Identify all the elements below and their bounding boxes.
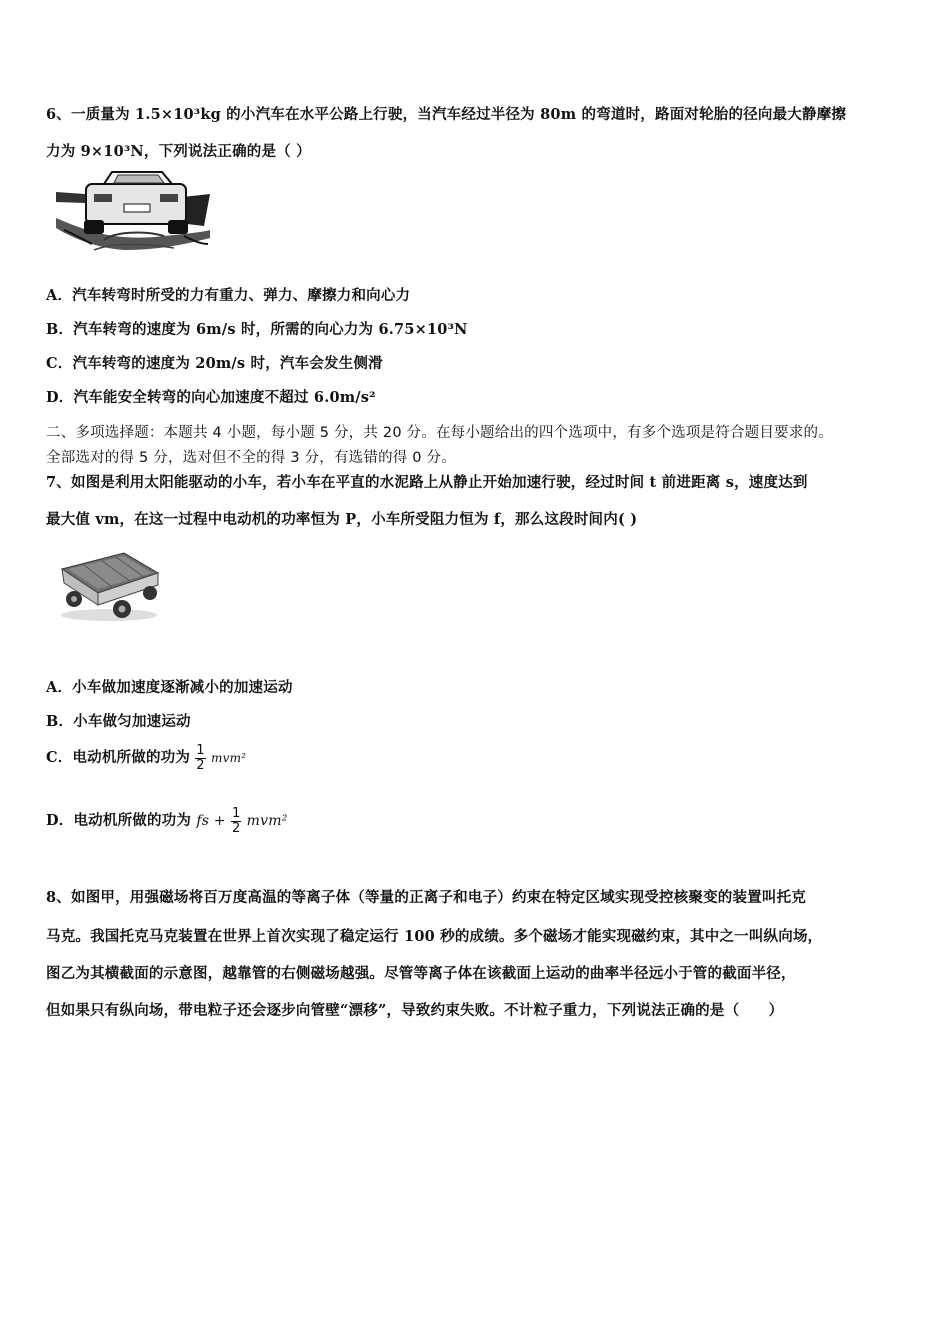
q6-stem-line-1: 6、一质量为 1.5×10³kg 的小汽车在水平公路上行驶，当汽车经过半径为 80m 的弯道时，路面对轮胎的径向最大静摩擦 [46,106,847,123]
q8-stem-line-1: 8、如图甲，用强磁场将百万度高温的等离子体（等量的正离子和电子）约束在特定区域实现受控核聚变的装置叫托克 [46,889,806,906]
q7-option-d-numerator: 1 [231,806,241,821]
q7-stem-line-1: 7、如图是利用太阳能驱动的小车，若小车在平直的水泥路上从静止开始加速行驶，经过时间 t 前进距离 s，速度达到 [46,474,808,491]
section-2-instructions-line-2: 全部选对的得 5 分，选对但不全的得 3 分，有选错的得 0 分。 [46,450,456,466]
q7-option-c-fraction [195,744,205,772]
q7-option-c-numerator: 1 [196,743,205,758]
q7-option-d-fraction [231,807,241,835]
q6-option-a: A．汽车转弯时所受的力有重力、弹力、摩擦力和向心力 [46,287,411,304]
car-turning-illustration [54,170,214,260]
q7-stem-line-2: 最大值 vm，在这一过程中电动机的功率恒为 P，小车所受阻力恒为 f，那么这段时间内( ) [46,511,638,528]
q6-option-c: C．汽车转弯的速度为 20m/s 时，汽车会发生侧滑 [46,355,383,372]
section-2-instructions-line-1: 二、多项选择题：本题共 4 小题，每小题 5 分，共 20 分。在每小题给出的四个选项中，有多个选项是符合题目要求的。 [46,425,833,441]
q7-option-d-text: D．电动机所做的功为 [46,812,192,830]
q6-stem-line-2: 力为 9×10³N，下列说法正确的是（ ） [46,143,311,160]
q7-option-d [46,807,288,835]
q7-option-d-expression: mvm² [246,813,288,830]
q7-option-a: A．小车做加速度逐渐减小的加速运动 [46,679,293,696]
q7-option-c-expression: mvm² [211,751,247,766]
q8-stem-line-2: 马克。我国托克马克装置在世界上首次实现了稳定运行 100 秒的成绩。多个磁场才能实现磁约束，其中之一叫纵向场， [46,928,823,945]
q8-stem-line-4: 但如果只有纵向场，带电粒子还会逐步向管壁“漂移”，导致约束失败。不计粒子重力，下列说法正确的是（ ） [46,1002,784,1019]
q8-stem-line-3: 图乙为其横截面的示意图，越靠管的右侧磁场越强。尽管等离子体在该截面上运动的曲率半径远小于管的截面半径， [46,965,796,982]
q7-option-c-denominator: 2 [196,757,205,773]
q6-option-b: B．汽车转弯的速度为 6m/s 时，所需的向心力为 6.75×10³N [46,321,468,338]
q7-option-c [46,744,246,772]
q6-option-d: D．汽车能安全转弯的向心加速度不超过 6.0m/s² [46,389,376,406]
q7-option-d-denominator: 2 [231,820,241,836]
q7-option-d-prefix: fs + [196,813,226,830]
solar-car-illustration [54,547,164,625]
q7-option-c-text: C．电动机所做的功为 [46,749,191,767]
q7-option-b: B．小车做匀加速运动 [46,713,191,730]
